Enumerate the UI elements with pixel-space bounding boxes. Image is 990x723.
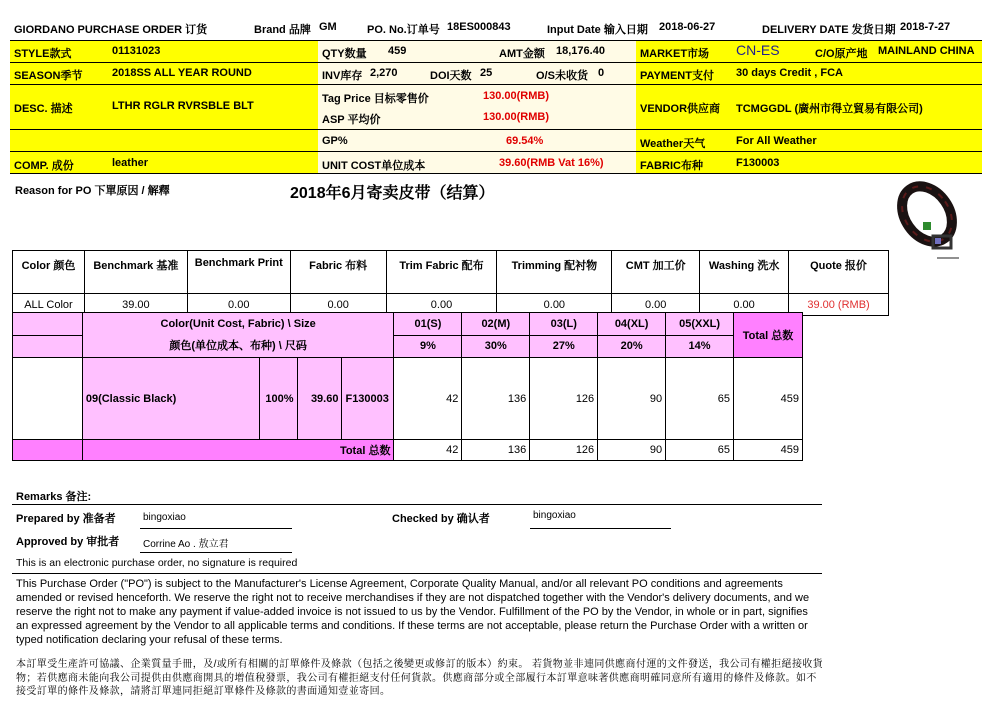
asp-value: 130.00(RMB) bbox=[483, 111, 550, 123]
checked-by-value: bingoxiao bbox=[533, 510, 576, 521]
cost-header-benchmark: Benchmark 基准 bbox=[84, 251, 187, 294]
checked-by-label: Checked by 确认者 bbox=[392, 513, 490, 525]
amt-label: AMT金额 bbox=[499, 48, 545, 60]
inv-label: INV库存 bbox=[322, 70, 363, 82]
weather-label: Weather天气 bbox=[640, 138, 706, 150]
fabric-value: F130003 bbox=[736, 157, 780, 169]
delivery-date-label: DELIVERY DATE 发货日期 bbox=[762, 24, 896, 36]
prepared-by-value: bingoxiao bbox=[143, 512, 186, 523]
size-header-m: 02(M) bbox=[462, 313, 530, 336]
cost-header-fabric: Fabric 布料 bbox=[290, 251, 386, 294]
tag-price-value: 130.00(RMB) bbox=[483, 90, 550, 102]
cost-benchmark: 39.00 bbox=[84, 294, 187, 316]
ratio-xxl: 14% bbox=[666, 335, 734, 358]
cost-benchmark-print: 0.00 bbox=[187, 294, 290, 316]
desc-value: LTHR RGLR RVRSBLE BLT bbox=[112, 100, 254, 112]
terms-divider bbox=[12, 573, 822, 574]
cost-trimming: 0.00 bbox=[497, 294, 612, 316]
row-percent: 100% bbox=[259, 358, 297, 440]
remarks-label: Remarks 备注: bbox=[16, 491, 92, 503]
cost-fabric: 0.00 bbox=[290, 294, 386, 316]
approved-by-underline bbox=[140, 552, 292, 553]
totals-row bbox=[13, 440, 803, 461]
market-value: CN-ES bbox=[736, 42, 780, 58]
market-label: MARKET市场 bbox=[640, 48, 710, 60]
size-header-xxl: 05(XXL) bbox=[666, 313, 734, 336]
total-l: 126 bbox=[530, 440, 598, 461]
cost-header-washing: Washing 洗水 bbox=[700, 251, 789, 294]
style-label: STYLE款式 bbox=[14, 48, 72, 60]
row-total: 459 bbox=[734, 358, 803, 440]
cost-header-cmt: CMT 加工价 bbox=[612, 251, 700, 294]
size-breakdown-table bbox=[12, 312, 803, 461]
prepared-by-underline bbox=[140, 528, 292, 529]
row-qty-l: 126 bbox=[530, 358, 598, 440]
comp-label: COMP. 成份 bbox=[14, 160, 74, 172]
input-date-value: 2018-06-27 bbox=[659, 21, 716, 33]
desc-label: DESC. 描述 bbox=[14, 103, 73, 115]
size-header-xl: 04(XL) bbox=[598, 313, 666, 336]
unit-cost-label: UNIT COST单位成本 bbox=[322, 160, 426, 172]
size-header-l: 03(L) bbox=[530, 313, 598, 336]
cost-header-quote: Quote 报价 bbox=[789, 251, 889, 294]
row-qty-s: 42 bbox=[394, 358, 462, 440]
row-fabric: F130003 bbox=[342, 358, 394, 440]
unit-cost-value: 39.60(RMB Vat 16%) bbox=[499, 157, 604, 169]
belt-image bbox=[893, 178, 965, 264]
weather-value: For All Weather bbox=[736, 135, 817, 147]
terms-english: This Purchase Order ("PO") is subject to the Manufacturer's License Agreement, Corporate Quality Manual, and/or all relevant PO conditions and agreements amended or revised henceforth. We reserve the right not to receive merchandises if they are not dispatched together with the Vendor's delivery documents, and we reserve the right not to make any payment if value-added invoice is not issued to us by the Vendor. Fulfillment of the PO by the Vendor, in whole or in part, signifies an expressed agreement by the Vendor to all applicable terms and conditions. If these terms are not acceptable, please return the Purchase Order with a written or typed notification declaring your refusal of these terms. bbox=[16, 578, 810, 646]
doi-value: 25 bbox=[480, 67, 493, 79]
os-label: O/S未收货 bbox=[536, 70, 588, 82]
po-number-value: 18ES000843 bbox=[447, 21, 511, 33]
cost-washing: 0.00 bbox=[700, 294, 789, 316]
qty-label: QTY数量 bbox=[322, 48, 367, 60]
totals-label: Total 总数 bbox=[82, 440, 394, 461]
row-blank-cell bbox=[13, 358, 83, 440]
input-date-label: Input Date 输入日期 bbox=[547, 24, 648, 36]
style-value: 01131023 bbox=[112, 45, 161, 57]
ratio-s: 9% bbox=[394, 335, 462, 358]
size-corner-cell bbox=[13, 313, 83, 336]
asp-label: ASP 平均价 bbox=[322, 114, 381, 126]
total-xl: 90 bbox=[598, 440, 666, 461]
remarks-divider bbox=[12, 504, 822, 505]
size-header-total: Total 总数 bbox=[734, 313, 803, 358]
gp-value: 69.54% bbox=[506, 135, 544, 147]
row-qty-xl: 90 bbox=[598, 358, 666, 440]
grand-total: 459 bbox=[734, 440, 803, 461]
qty-value: 459 bbox=[388, 45, 407, 57]
delivery-date-value: 2018-7-27 bbox=[900, 21, 951, 33]
row-unit-cost: 39.60 bbox=[297, 358, 342, 440]
os-value: 0 bbox=[598, 67, 605, 79]
size-header-color-label bbox=[82, 313, 394, 358]
payment-label: PAYMENT支付 bbox=[640, 70, 714, 82]
origin-value: MAINLAND CHINA bbox=[878, 45, 975, 57]
cost-header-trimming: Trimming 配衬物 bbox=[497, 251, 612, 294]
po-number-label: PO. No.订单号 bbox=[367, 24, 440, 36]
order-info-table bbox=[10, 40, 982, 174]
approved-by-value: Corrine Ao . 敖立君 bbox=[143, 539, 229, 550]
po-title: GIORDANO PURCHASE ORDER 订货 bbox=[14, 24, 208, 36]
season-label: SEASON季节 bbox=[14, 70, 83, 82]
cost-trim-fabric: 0.00 bbox=[386, 294, 497, 316]
prepared-by-label: Prepared by 准备者 bbox=[16, 513, 116, 525]
size-corner-cell-2 bbox=[13, 335, 83, 358]
row-qty-m: 136 bbox=[462, 358, 530, 440]
total-xxl: 65 bbox=[666, 440, 734, 461]
vendor-value: TCMGGDL (廣州市得立貿易有限公司) bbox=[736, 103, 923, 115]
size-header-en: Color(Unit Cost, Fabric) \ Size bbox=[160, 318, 316, 330]
cost-header-color: Color 颜色 bbox=[13, 251, 85, 294]
season-value: 2018SS ALL YEAR ROUND bbox=[112, 67, 252, 79]
cost-color: ALL Color bbox=[13, 294, 85, 316]
total-m: 136 bbox=[462, 440, 530, 461]
approved-by-label: Approved by 审批者 bbox=[16, 536, 120, 548]
inv-value: 2,270 bbox=[370, 67, 398, 79]
ratio-l: 27% bbox=[530, 335, 598, 358]
reason-value: 2018年6月寄卖皮带（结算） bbox=[290, 185, 495, 202]
row-qty-xxl: 65 bbox=[666, 358, 734, 440]
electronic-po-note: This is an electronic purchase order, no signature is required bbox=[16, 557, 298, 569]
tag-price-label: Tag Price 目标零售价 bbox=[322, 93, 429, 105]
reason-label: Reason for PO 下單原因 / 解釋 bbox=[15, 185, 170, 197]
ratio-xl: 20% bbox=[598, 335, 666, 358]
cost-header-trim-fabric: Trim Fabric 配布 bbox=[386, 251, 497, 294]
size-header-s: 01(S) bbox=[394, 313, 462, 336]
gp-label: GP% bbox=[322, 135, 348, 147]
cost-header-benchmark-print: Benchmark Print bbox=[187, 251, 290, 294]
cost-table bbox=[12, 250, 889, 316]
cost-quote: 39.00 (RMB) bbox=[789, 294, 889, 316]
vendor-label: VENDOR供应商 bbox=[640, 103, 721, 115]
fabric-label: FABRIC布种 bbox=[640, 160, 703, 172]
comp-value: leather bbox=[112, 157, 149, 169]
payment-value: 30 days Credit , FCA bbox=[736, 67, 843, 79]
cost-cmt: 0.00 bbox=[612, 294, 700, 316]
amt-value: 18,176.40 bbox=[556, 45, 605, 57]
table-row bbox=[13, 358, 803, 440]
terms-chinese: 本訂單受生產許可協議、企業質量手冊，及/或所有相關的訂單條件及條款（包括之後變更或修訂的版本）約束。 若貨物並非連同供應商付運的文件發送，我公司有權拒絕接收貨物；若供應商未能向我公司提供由供應商開具的增值稅發票，我公司有權拒絕支付任何貨款。供應商部分或全部履行本訂單意味著供應商明確同意所有適用的條件及條款。如不接受訂單的條件及條款，請將訂單連同拒絕訂單條件及條款的書面通知壹並寄回。 bbox=[16, 659, 824, 697]
brand-value: GM bbox=[319, 21, 337, 33]
origin-label: C/O原产地 bbox=[815, 48, 868, 60]
doi-label: DOI天数 bbox=[430, 70, 472, 82]
ratio-m: 30% bbox=[462, 335, 530, 358]
totals-blank-cell bbox=[13, 440, 83, 461]
row-color: 09(Classic Black) bbox=[82, 358, 259, 440]
total-s: 42 bbox=[394, 440, 462, 461]
checked-by-underline bbox=[530, 528, 671, 529]
size-header-cn: 颜色(单位成本、布种) \ 尺码 bbox=[169, 340, 307, 352]
brand-label: Brand 品牌 bbox=[254, 24, 311, 36]
